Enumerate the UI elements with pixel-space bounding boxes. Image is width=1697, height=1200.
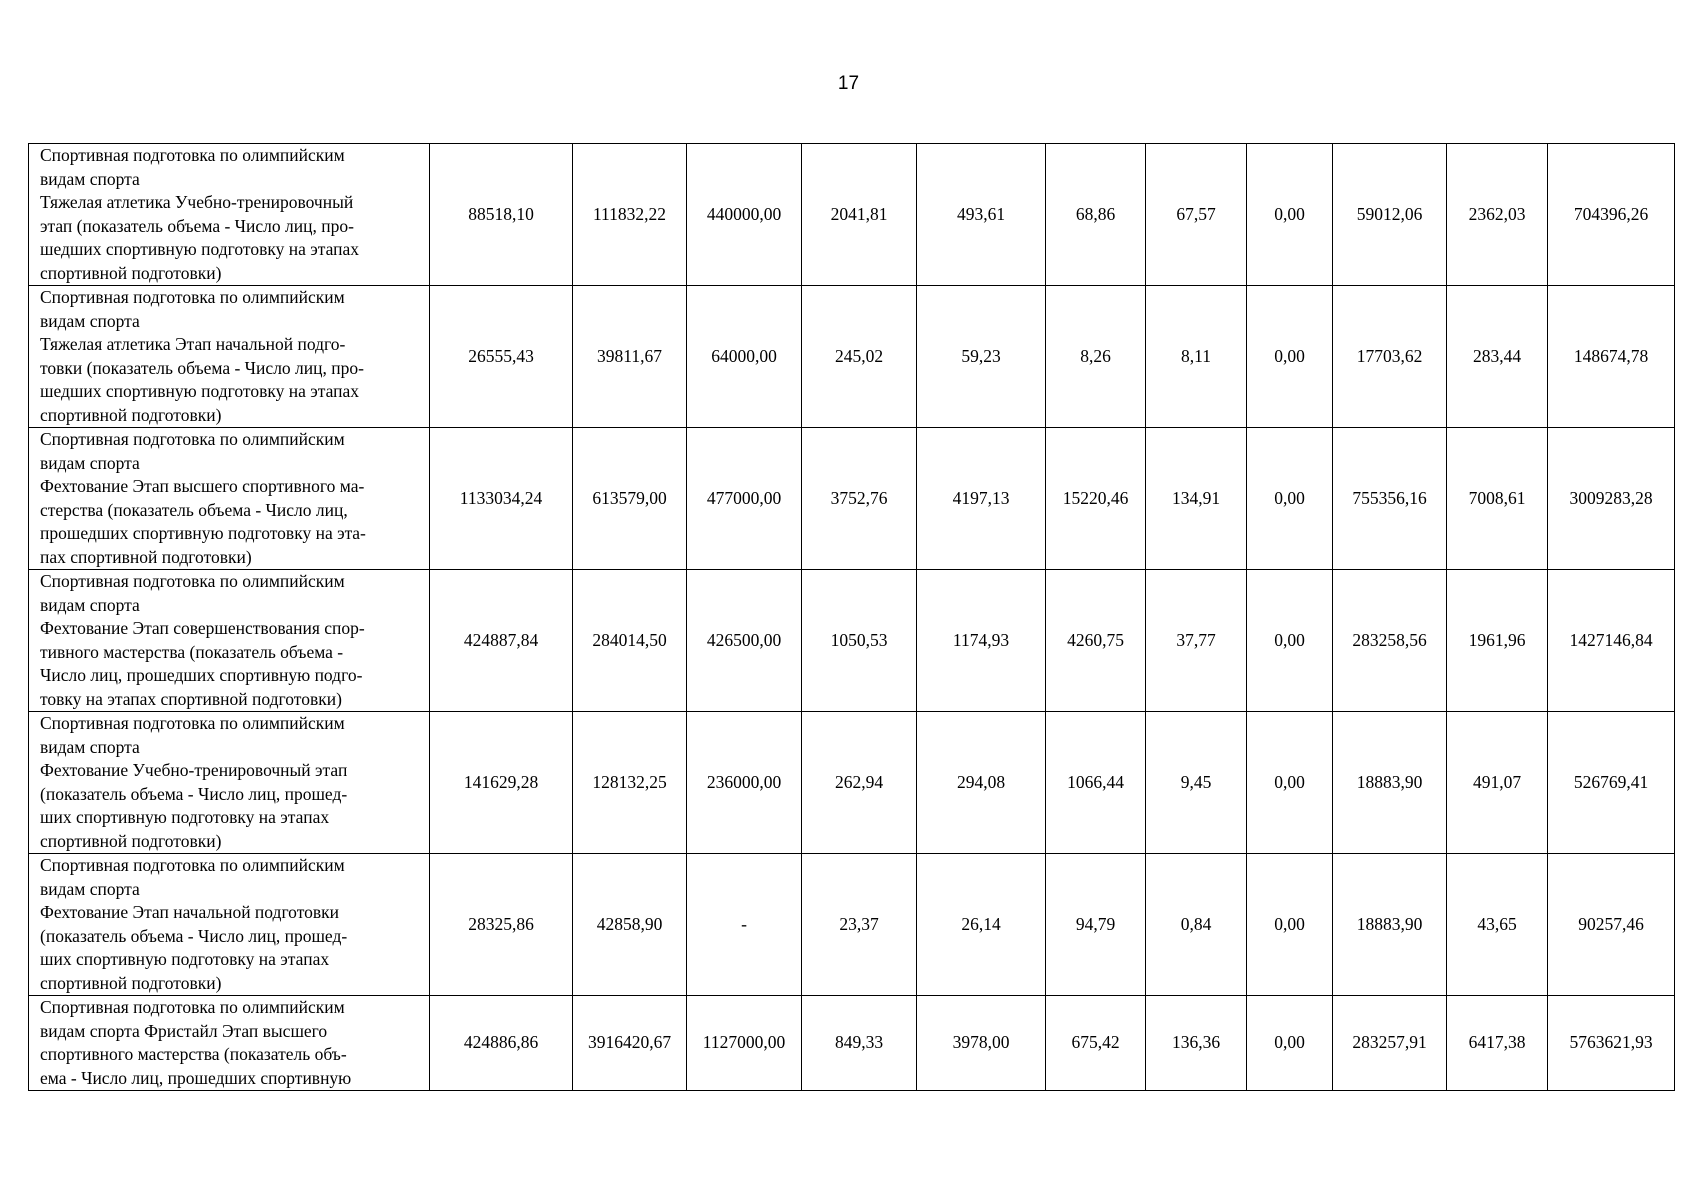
page-number: 17 bbox=[837, 73, 860, 94]
table-row bbox=[29, 996, 1675, 1091]
value-cell: 283257,91 bbox=[1333, 996, 1447, 1091]
value-cell: 28325,86 bbox=[430, 854, 573, 996]
value-cell: 2041,81 bbox=[802, 144, 917, 286]
value-cell: 68,86 bbox=[1046, 144, 1146, 286]
value-cell: 141629,28 bbox=[430, 712, 573, 854]
value-cell: 262,94 bbox=[802, 712, 917, 854]
value-cell: 283,44 bbox=[1447, 286, 1548, 428]
value-cell: 7008,61 bbox=[1447, 428, 1548, 570]
value-cell: 440000,00 bbox=[687, 144, 802, 286]
value-cell: 245,02 bbox=[802, 286, 917, 428]
value-cell: 2362,03 bbox=[1447, 144, 1548, 286]
value-cell: 23,37 bbox=[802, 854, 917, 996]
data-table bbox=[28, 143, 1675, 1091]
value-cell: 1427146,84 bbox=[1548, 570, 1675, 712]
value-cell: 148674,78 bbox=[1548, 286, 1675, 428]
table-row bbox=[29, 428, 1675, 570]
row-description: Спортивная подготовка по олимпийским видам спорта Фехтование Этап высшего спортивного ма- стерства (показатель объема - Число лиц, прошедших спортивную подготовку на этa- пах спортивной подготовки) bbox=[29, 428, 430, 570]
value-cell: 37,77 bbox=[1146, 570, 1247, 712]
value-cell: 849,33 bbox=[802, 996, 917, 1091]
value-cell: 1050,53 bbox=[802, 570, 917, 712]
row-description: Спортивная подготовка по олимпийским видам спорта Фристайл Этап высшего спортивного мастерства (показатель объ- ема - Число лиц, прошедших спортивную bbox=[29, 996, 430, 1091]
value-cell: 128132,25 bbox=[573, 712, 687, 854]
value-cell: - bbox=[687, 854, 802, 996]
value-cell: 59,23 bbox=[917, 286, 1046, 428]
value-cell: 59012,06 bbox=[1333, 144, 1447, 286]
value-cell: 8,26 bbox=[1046, 286, 1146, 428]
value-cell: 0,00 bbox=[1247, 712, 1333, 854]
value-cell: 1174,93 bbox=[917, 570, 1046, 712]
value-cell: 15220,46 bbox=[1046, 428, 1146, 570]
value-cell: 4197,13 bbox=[917, 428, 1046, 570]
value-cell: 0,00 bbox=[1247, 854, 1333, 996]
value-cell: 283258,56 bbox=[1333, 570, 1447, 712]
value-cell: 0,00 bbox=[1247, 286, 1333, 428]
value-cell: 4260,75 bbox=[1046, 570, 1146, 712]
value-cell: 491,07 bbox=[1447, 712, 1548, 854]
value-cell: 294,08 bbox=[917, 712, 1046, 854]
row-description: Спортивная подготовка по олимпийским видам спорта Фехтование Этап совершенствования спор- тивного мастерства (показатель объема - Число лиц, прошедших спортивную подго- товку на этапах спортивной подготовки) bbox=[29, 570, 430, 712]
value-cell: 64000,00 bbox=[687, 286, 802, 428]
value-cell: 526769,41 bbox=[1548, 712, 1675, 854]
value-cell: 42858,90 bbox=[573, 854, 687, 996]
value-cell: 6417,38 bbox=[1447, 996, 1548, 1091]
value-cell: 39811,67 bbox=[573, 286, 687, 428]
value-cell: 755356,16 bbox=[1333, 428, 1447, 570]
value-cell: 3978,00 bbox=[917, 996, 1046, 1091]
value-cell: 3752,76 bbox=[802, 428, 917, 570]
value-cell: 18883,90 bbox=[1333, 712, 1447, 854]
value-cell: 26,14 bbox=[917, 854, 1046, 996]
value-cell: 284014,50 bbox=[573, 570, 687, 712]
value-cell: 88518,10 bbox=[430, 144, 573, 286]
row-description: Спортивная подготовка по олимпийским видам спорта Тяжелая атлетика Учебно-тренировочный этап (показатель объема - Число лиц, про- шедших спортивную подготовку на этапах спортивной подготовки) bbox=[29, 144, 430, 286]
value-cell: 3916420,67 bbox=[573, 996, 687, 1091]
value-cell: 8,11 bbox=[1146, 286, 1247, 428]
row-description: Спортивная подготовка по олимпийским видам спорта Тяжелая атлетика Этап начальной подго- товки (показатель объема - Число лиц, про- шедших спортивную подготовку на этапах спортивной подготовки) bbox=[29, 286, 430, 428]
value-cell: 111832,22 bbox=[573, 144, 687, 286]
value-cell: 477000,00 bbox=[687, 428, 802, 570]
value-cell: 493,61 bbox=[917, 144, 1046, 286]
table-row bbox=[29, 144, 1675, 286]
table-row bbox=[29, 570, 1675, 712]
table-body bbox=[29, 144, 1675, 1091]
row-description: Спортивная подготовка по олимпийским видам спорта Фехтование Этап начальной подготовки (показатель объема - Число лиц, прошед- ших спортивную подготовку на этапах спортивной подготовки) bbox=[29, 854, 430, 996]
value-cell: 18883,90 bbox=[1333, 854, 1447, 996]
value-cell: 94,79 bbox=[1046, 854, 1146, 996]
value-cell: 0,00 bbox=[1247, 570, 1333, 712]
table-row bbox=[29, 854, 1675, 996]
value-cell: 26555,43 bbox=[430, 286, 573, 428]
value-cell: 136,36 bbox=[1146, 996, 1247, 1091]
value-cell: 1066,44 bbox=[1046, 712, 1146, 854]
value-cell: 9,45 bbox=[1146, 712, 1247, 854]
value-cell: 0,00 bbox=[1247, 996, 1333, 1091]
value-cell: 3009283,28 bbox=[1548, 428, 1675, 570]
value-cell: 67,57 bbox=[1146, 144, 1247, 286]
value-cell: 0,00 bbox=[1247, 428, 1333, 570]
table-row bbox=[29, 286, 1675, 428]
value-cell: 236000,00 bbox=[687, 712, 802, 854]
row-description: Спортивная подготовка по олимпийским видам спорта Фехтование Учебно-тренировочный этап (показатель объема - Число лиц, прошед- ших спортивную подготовку на этапах спортивной подготовки) bbox=[29, 712, 430, 854]
value-cell: 1133034,24 bbox=[430, 428, 573, 570]
value-cell: 704396,26 bbox=[1548, 144, 1675, 286]
value-cell: 90257,46 bbox=[1548, 854, 1675, 996]
value-cell: 17703,62 bbox=[1333, 286, 1447, 428]
value-cell: 1127000,00 bbox=[687, 996, 802, 1091]
value-cell: 424886,86 bbox=[430, 996, 573, 1091]
value-cell: 613579,00 bbox=[573, 428, 687, 570]
value-cell: 426500,00 bbox=[687, 570, 802, 712]
table-row bbox=[29, 712, 1675, 854]
value-cell: 0,84 bbox=[1146, 854, 1247, 996]
value-cell: 5763621,93 bbox=[1548, 996, 1675, 1091]
value-cell: 43,65 bbox=[1447, 854, 1548, 996]
value-cell: 424887,84 bbox=[430, 570, 573, 712]
value-cell: 0,00 bbox=[1247, 144, 1333, 286]
value-cell: 134,91 bbox=[1146, 428, 1247, 570]
value-cell: 675,42 bbox=[1046, 996, 1146, 1091]
value-cell: 1961,96 bbox=[1447, 570, 1548, 712]
